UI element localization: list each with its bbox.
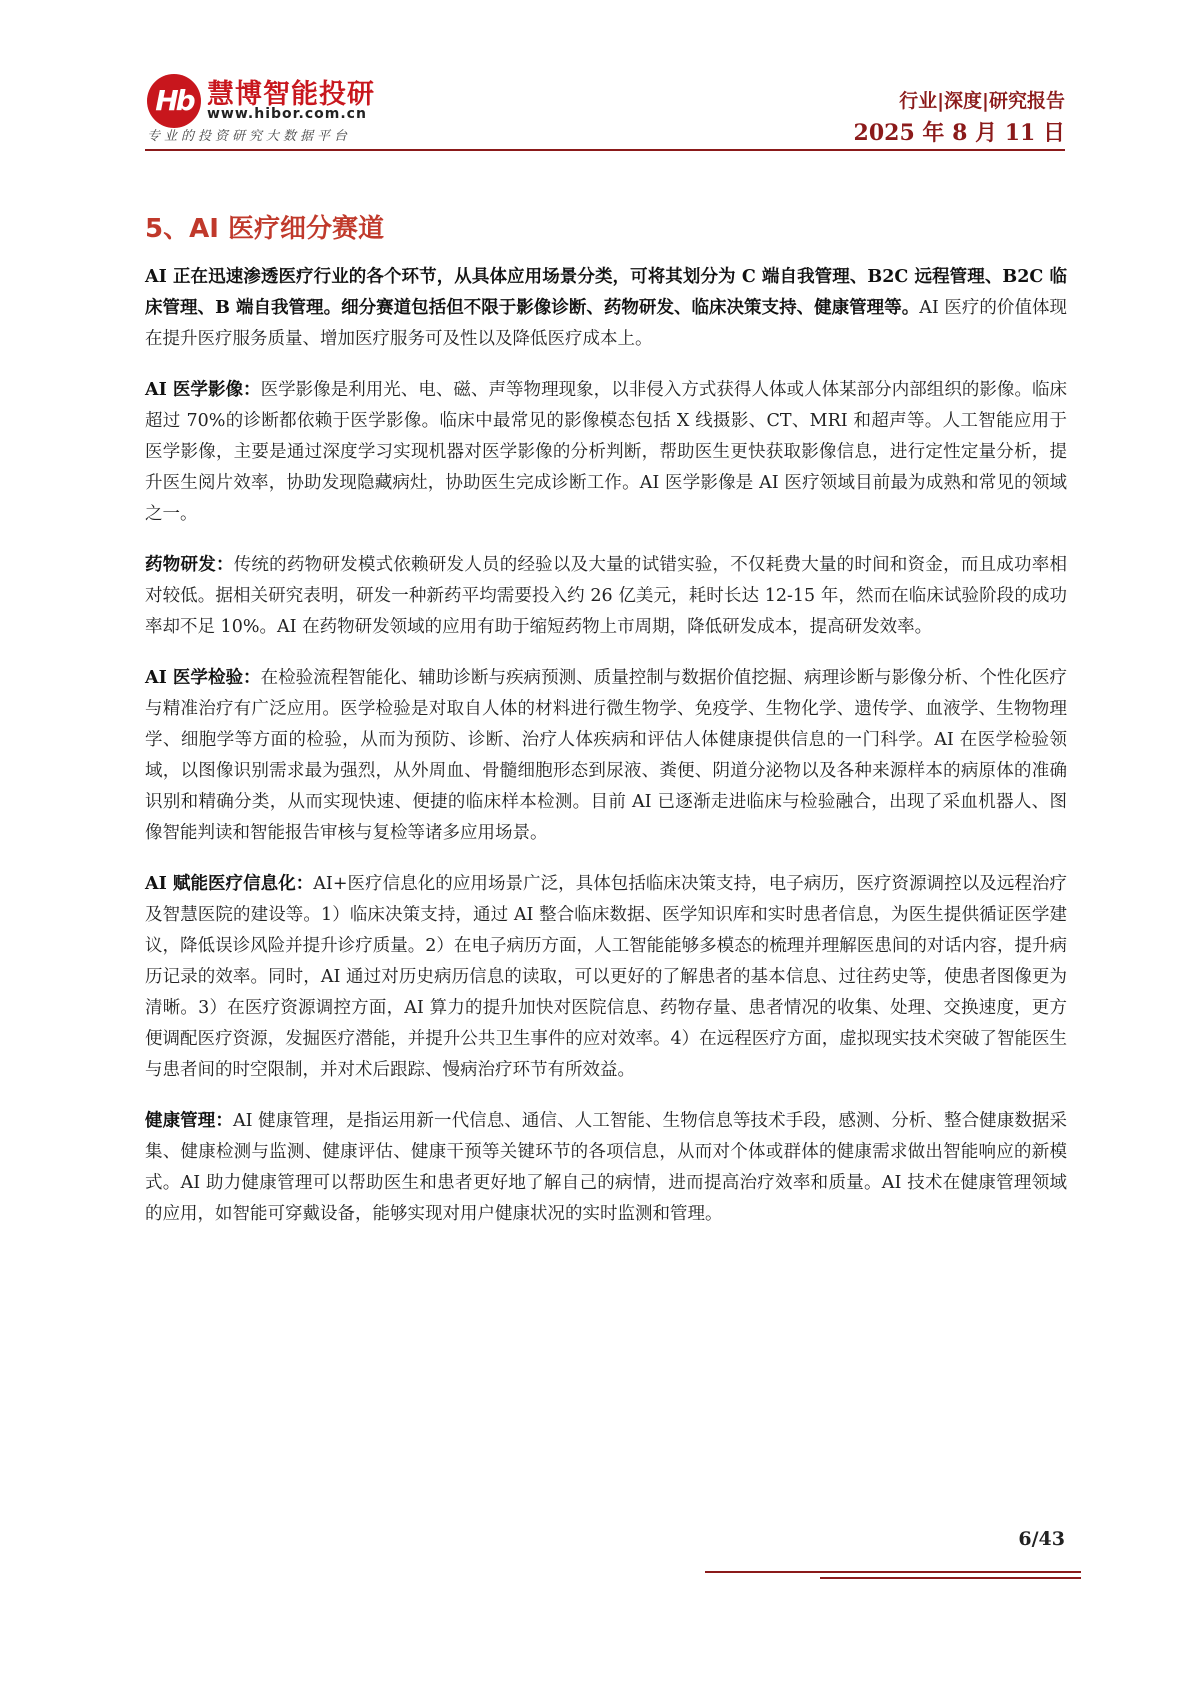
paragraph-text: 在检验流程智能化、辅助诊断与疾病预测、质量控制与数据价值挖掘、病理诊断与影像分析、个性化医疗与精准治疗有广泛应用。医学检验是对取自人体的材料进行微生物学、免疫学、生物化学、遗传学、血液学、生物物理学、细胞学等方面的检验，从而为预防、诊断、治疗人体疾病和评估人体健康提供信息的一门科学。AI 在医学检验领域，以图像识别需求最为强烈，从外周血、骨髓细胞形态到尿液、粪便、阴道分泌物以及各种来源样本的病原体的准确识别和精确分类，从而实现快速、便捷的临床样本检测。目前 AI 已逐渐走进临床与检验融合，出现了采血机器人、图像智能判读和智能报告审核与复检等诸多应用场景。: [145, 668, 1068, 843]
paragraph-lab-testing: [145, 663, 1067, 849]
site-url: www.hibor.com.cn: [207, 106, 367, 122]
paragraph-drug-rd: [145, 550, 1067, 643]
paragraph-med-informatization: [145, 869, 1067, 1086]
paragraph-text: AI 健康管理，是指运用新一代信息、通信、人工智能、生物信息等技术手段，感测、分析、整合健康数据采集、健康检测与监测、健康评估、健康干预等关键环节的各项信息，从而对个体或群体的健康需求做出智能响应的新模式。AI 助力健康管理可以帮助医生和患者更好地了解自己的病情，进而提高治疗效率和质量。AI 技术在健康管理领域的应用，如智能可穿戴设备，能够实现对用户健康状况的实时监测和管理。: [145, 1111, 1067, 1224]
logo-mark: Hb: [155, 84, 193, 117]
report-header: [145, 72, 1065, 152]
paragraph-medical-imaging: [145, 375, 1067, 530]
paragraph-lead: AI 医学影像：: [145, 380, 261, 400]
article-body: [145, 262, 1067, 1250]
hibor-logo-icon: [147, 74, 201, 128]
paragraph-lead: AI 正在迅速渗透医疗行业的各个环节，从具体应用场景分类，可将其划分为 C 端自我管理、B2C 远程管理、B2C 临床管理、B 端自我管理。细分赛道包括但不限于影像诊断、药物研发、临床决策支持、健康管理等。: [145, 267, 1067, 318]
section-title: 5、AI 医疗细分赛道: [145, 214, 384, 244]
paragraph-text: AI 医疗的价值体现在提升医疗服务质量、增加医疗服务可及性以及降低医疗成本上。: [145, 298, 1067, 349]
report-type: 行业|深度|研究报告: [899, 90, 1065, 112]
paragraph-lead: 药物研发：: [145, 555, 234, 575]
footer-divider: [705, 1571, 1081, 1573]
header-divider: [145, 149, 1065, 151]
paragraph-text: AI+医疗信息化的应用场景广泛，具体包括临床决策支持，电子病历，医疗资源调控以及远程治疗及智慧医院的建设等。1）临床决策支持，通过 AI 整合临床数据、医学知识库和实时患者信息，为医生提供循证医学建议，降低误诊风险并提升诊疗质量。2）在电子病历方面，人工智能能够多模态的梳理并理解医患间的对话内容，提升病历记录的效率。同时，AI 通过对历史病历信息的读取，可以更好的了解患者的基本信息、过往药史等，使患者图像更为清晰。3）在医疗资源调控方面，AI 算力的提升加快对医院信息、药物存量、患者情况的收集、处理、交换速度，更方便调配医疗资源，发掘医疗潜能，并提升公共卫生事件的应对效率。4）在远程医疗方面，虚拟现实技术突破了智能医生与患者间的时空限制，并对术后跟踪、慢病治疗环节有所效益。: [145, 874, 1067, 1080]
paragraph-health-management: [145, 1106, 1067, 1230]
brand-tagline: 专业的投资研究大数据平台: [147, 129, 352, 144]
paragraph-text: 医学影像是利用光、电、磁、声等物理现象，以非侵入方式获得人体或人体某部分内部组织的影像。临床超过 70%的诊断都依赖于医学影像。临床中最常见的影像模态包括 X 线摄影、CT、MRI 和超声等。人工智能应用于医学影像，主要是通过深度学习实现机器对医学影像的分析判断，帮助医生更快获取影像信息，进行定性定量分析，提升医生阅片效率，协助发现隐藏病灶，协助医生完成诊断工作。AI 医学影像是 AI 医疗领域目前最为成熟和常见的领域之一。: [145, 380, 1068, 524]
report-date: 2025 年 8 月 11 日: [853, 120, 1065, 146]
footer-divider-secondary: [820, 1577, 1081, 1579]
page-number: 6/43: [1018, 1528, 1065, 1550]
paragraph-lead: 健康管理：: [145, 1111, 233, 1131]
paragraph-lead: AI 医学检验：: [145, 668, 261, 688]
paragraph-intro: [145, 262, 1067, 355]
paragraph-text: 传统的药物研发模式依赖研发人员的经验以及大量的试错实验，不仅耗费大量的时间和资金，而且成功率相对较低。据相关研究表明，研发一种新药平均需要投入约 26 亿美元，耗时长达 12-15 年，然而在临床试验阶段的成功率却不足 10%。AI 在药物研发领域的应用有助于缩短药物上市周期，降低研发成本，提高研发效率。: [145, 555, 1068, 637]
paragraph-lead: AI 赋能医疗信息化：: [145, 874, 314, 894]
brand-name: 慧博智能投研: [207, 79, 375, 110]
